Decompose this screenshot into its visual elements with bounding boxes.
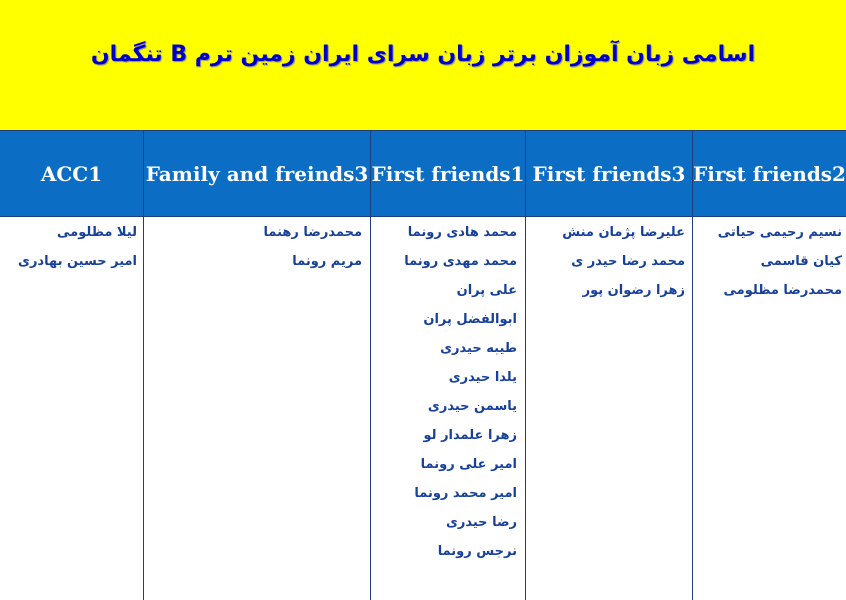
acc1-names-list bbox=[18, 218, 137, 276]
student-name: امیر حسین بهادری bbox=[18, 254, 137, 269]
student-name: محمد مهدی رونما bbox=[404, 254, 517, 269]
student-name: علی پران bbox=[456, 283, 517, 298]
first-friends1-names-list bbox=[404, 218, 517, 566]
student-name: طیبه حیدری bbox=[440, 341, 517, 356]
student-name: یاسمن حیدری bbox=[427, 399, 517, 414]
student-name: مریم رونما bbox=[292, 254, 362, 269]
page-title: اسامی زبان آموزان برتر زبان سرای ایران زمین ترم B تنگمان bbox=[90, 42, 756, 67]
column-header-family-and-freinds3: Family and freinds3 bbox=[145, 161, 369, 186]
student-name: محمدرضا رهنما bbox=[263, 225, 362, 240]
student-name: ابوالفضل پران bbox=[423, 312, 517, 327]
column-header-first-friends1: First friends1 bbox=[371, 161, 525, 186]
title-banner bbox=[0, 0, 846, 130]
column-header-first-friends2: First friends2 bbox=[693, 161, 846, 186]
student-name: امیر محمد رونما bbox=[414, 486, 517, 501]
column-header-acc1: ACC1 bbox=[40, 161, 103, 186]
student-name: علیرضا پژمان منش bbox=[562, 225, 685, 240]
student-name: نرجس رونما bbox=[437, 544, 517, 559]
student-name: محمدرضا مظلومی bbox=[723, 283, 842, 298]
student-name: محمد رضا حیدر ی bbox=[571, 254, 685, 269]
student-name: یلدا حیدری bbox=[448, 370, 517, 385]
student-name: نسیم رحیمی حیاتی bbox=[717, 225, 842, 240]
student-name: لیلا مظلومی bbox=[57, 225, 137, 240]
first-friends3-names-list bbox=[562, 218, 685, 305]
first-friends2-names-list bbox=[718, 218, 842, 305]
student-name: کیان قاسمی bbox=[760, 254, 842, 269]
student-name: رضا حیدری bbox=[445, 515, 517, 530]
student-name: محمد هادی رونما bbox=[407, 225, 517, 240]
student-name: زهرا رضوان پور bbox=[582, 283, 685, 298]
student-name: امیر علی رونما bbox=[420, 457, 517, 472]
student-name: زهرا علمدار لو bbox=[423, 428, 517, 443]
column-header-first-friends3: First friends3 bbox=[532, 161, 686, 186]
family-and-freinds3-names-list bbox=[264, 218, 363, 276]
